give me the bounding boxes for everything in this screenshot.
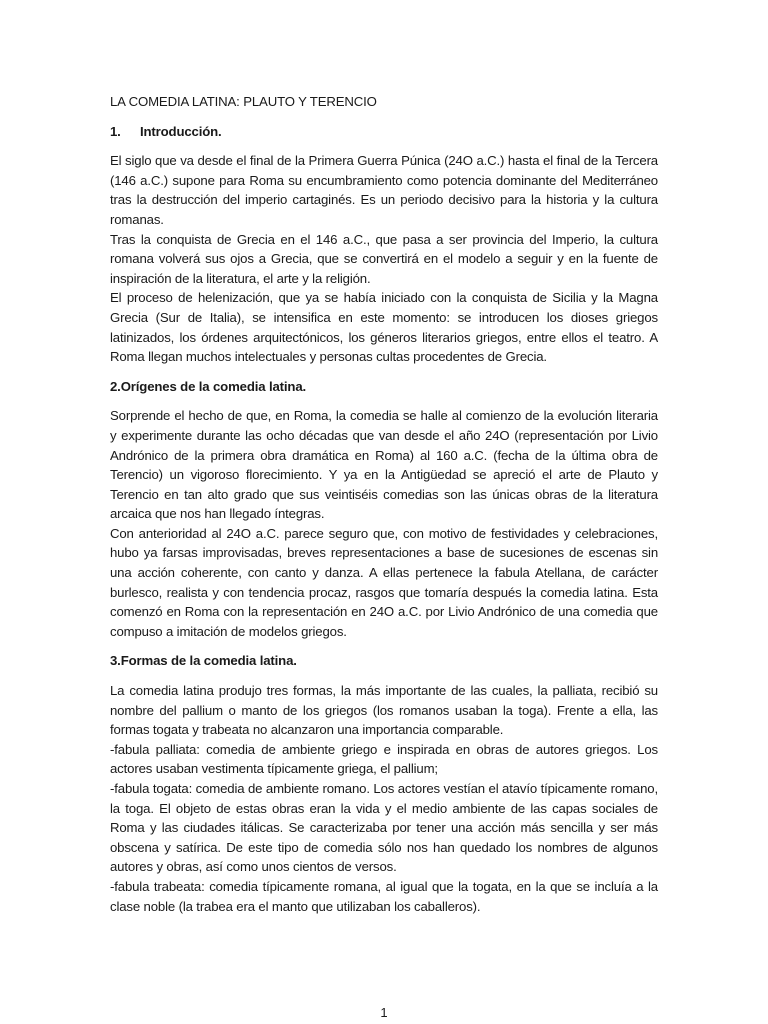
- section-origenes: [110, 406, 658, 641]
- paragraph: El siglo que va desde el final de la Primera Guerra Púnica (24O a.C.) hasta el final de la Tercera (146 a.C.) supone para Roma su encumbramiento como potencia dominante del Mediterráneo tras la destrucción del imperio cartaginés. Es un periodo decisivo para la historia y la cultura romanas.: [110, 153, 658, 227]
- section-introduccion: [110, 151, 658, 367]
- paragraph: -fabula trabeata: comedia típicamente romana, al igual que la togata, en la que se incluía a la clase noble (la trabea era el manto que utilizaban los caballeros).: [110, 878, 658, 914]
- paragraph: Con anterioridad al 24O a.C. parece seguro que, con motivo de festividades y celebraciones, hubo ya farsas improvisadas, breves representaciones a base de sucesiones de escenas sin una acción coherente, con canto y danza. A ellas pertenece la fabula Atellana, de carácter burlesco, realista y con tendencia procaz, rasgos que tomaría después la comedia latina. Esta comenzó en Roma con la representación en 24O a.C. por Livio Andrónico de una comedia que compuso a imitación de modelos griegos.: [110, 525, 658, 639]
- section-heading-formas: 3.Formas de la comedia latina.: [110, 653, 297, 669]
- section-heading-introduccion: [110, 122, 658, 142]
- section-heading-text: Introducción.: [140, 123, 222, 139]
- document-page: [110, 92, 658, 926]
- section-number: 1.: [110, 123, 121, 139]
- paragraph: Tras la conquista de Grecia en el 146 a.C., que pasa a ser provincia del Imperio, la cultura romana volverá sus ojos a Grecia, que se convertirá en el modelo a seguir y en la fuente de inspiración de la literatura, el arte y la religión.: [110, 231, 658, 286]
- paragraph: El proceso de helenización, que ya se había iniciado con la conquista de Sicilia y la Magna Grecia (Sur de Italia), se intensifica en este momento: se introducen los dioses griegos latinizados, los órdenes arquitectónicos, los géneros literarios griegos, entre ellos el teatro. A Roma llegan muchos intelectuales y personas cultas procedentes de Grecia.: [110, 290, 658, 365]
- paragraph: -fabula palliata: comedia de ambiente griego e inspirada en obras de autores griegos. Los actores usaban vestimenta típicamente griega, el pallium;: [110, 741, 658, 777]
- document-title: LA COMEDIA LATINA: PLAUTO Y TERENCIO: [110, 94, 377, 109]
- section-formas: [110, 681, 658, 916]
- paragraph: La comedia latina produjo tres formas, la más importante de las cuales, la palliata, recibió su nombre del pallium o manto de los griegos (los romanos usaban la toga). Frente a ella, las formas togata y trabeata no alcanzaron una importancia comparable.: [110, 683, 658, 738]
- paragraph: -fabula togata: comedia de ambiente romano. Los actores vestían el atavío típicamente romano, la toga. El objeto de estas obras eran la vida y el medio ambiente de las capas sociales de Roma y las ciudades itálicas. Se caracterizaba por tener una acción más sencilla y ser más obscena y satírica. De este tipo de comedia sólo nos han quedado los nombres de algunos autores y obras, así como unos cientos de versos.: [110, 781, 658, 875]
- page-number: 1: [380, 1005, 388, 1020]
- section-heading-origenes: 2.Orígenes de la comedia latina.: [110, 378, 307, 394]
- paragraph: Sorprende el hecho de que, en Roma, la comedia se halle al comienzo de la evolución literaria y experimente durante las ocho décadas que van desde el año 24O (representación por Livio Andrónico de la primera obra dramática en Roma) al 160 a.C. (fecha de la última obra de Terencio) un vigoroso florecimiento. Y ya en la Antigüedad se apreció el arte de Plauto y Terencio en tan alto grado que sus veintiséis comedias son las únicas obras de la literatura arcaica que nos han llegado íntegras.: [110, 408, 658, 522]
